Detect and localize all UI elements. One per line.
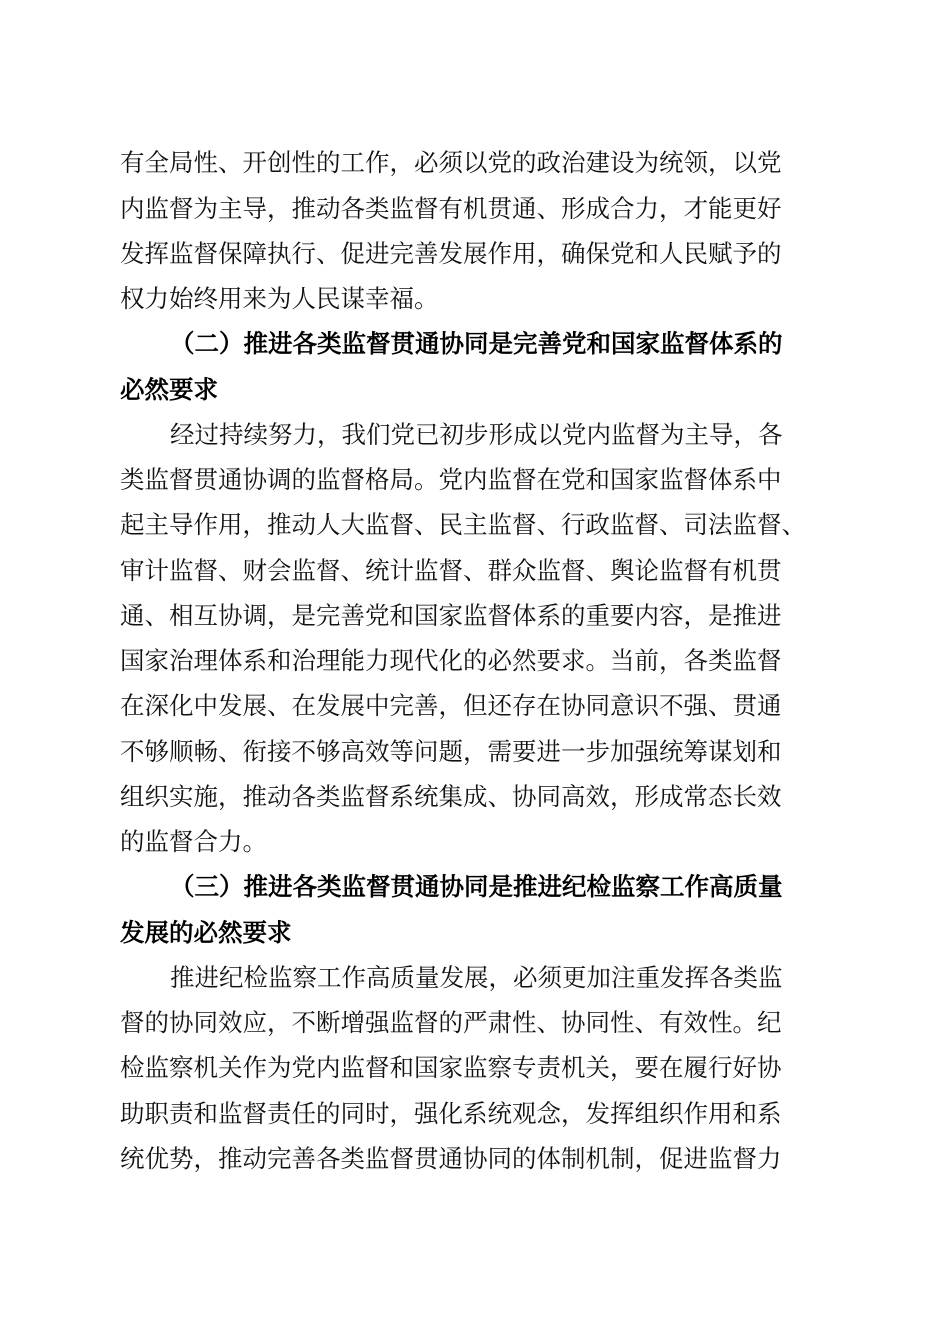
text-line: 国家治理体系和治理能力现代化的必然要求。当前，各类监督 xyxy=(120,646,782,675)
text-line: 通、相互协调，是完善党和国家监督体系的重要内容，是推进 xyxy=(120,601,782,630)
text-line: 统优势，推动完善各类监督贯通协同的体制机制，促进监督力 xyxy=(120,1144,782,1173)
heading-line: 发展的必然要求 xyxy=(120,918,292,947)
heading-line: （三）推进各类监督贯通协同是推进纪检监察工作高质量 xyxy=(170,872,783,901)
text-line: 组织实施，推动各类监督系统集成、协同高效，形成常态长效 xyxy=(120,782,782,811)
text-line: 经过持续努力，我们党已初步形成以党内监督为主导，各 xyxy=(170,420,783,449)
text-line: 类监督贯通协调的监督格局。党内监督在党和国家监督体系中 xyxy=(120,465,782,494)
heading-line: （二）推进各类监督贯通协同是完善党和国家监督体系的 xyxy=(170,329,783,358)
text-line: 审计监督、财会监督、统计监督、群众监督、舆论监督有机贯 xyxy=(120,556,782,585)
text-line: 发挥监督保障执行、促进完善发展作用，确保党和人民赋予的 xyxy=(120,239,782,268)
text-line: 的监督合力。 xyxy=(120,827,267,856)
text-line: 内监督为主导，推动各类监督有机贯通、形成合力，才能更好 xyxy=(120,194,782,223)
text-line: 督的协同效应，不断增强监督的严肃性、协同性、有效性。纪 xyxy=(120,1008,782,1037)
text-line: 不够顺畅、衔接不够高效等问题，需要进一步加强统筹谋划和 xyxy=(120,737,782,766)
text-line: 起主导作用，推动人大监督、民主监督、行政监督、司法监督、 xyxy=(120,510,806,539)
text-line: 推进纪检监察工作高质量发展，必须更加注重发挥各类监 xyxy=(170,963,783,992)
text-line: 助职责和监督责任的同时，强化系统观念，发挥组织作用和系 xyxy=(120,1099,782,1128)
text-line: 有全局性、开创性的工作，必须以党的政治建设为统领，以党 xyxy=(120,148,782,177)
text-line: 在深化中发展、在发展中完善，但还存在协同意识不强、贯通 xyxy=(120,691,782,720)
text-line: 检监察机关作为党内监督和国家监察专责机关，要在履行好协 xyxy=(120,1053,782,1082)
heading-line: 必然要求 xyxy=(120,375,218,404)
text-line: 权力始终用来为人民谋幸福。 xyxy=(120,284,439,313)
